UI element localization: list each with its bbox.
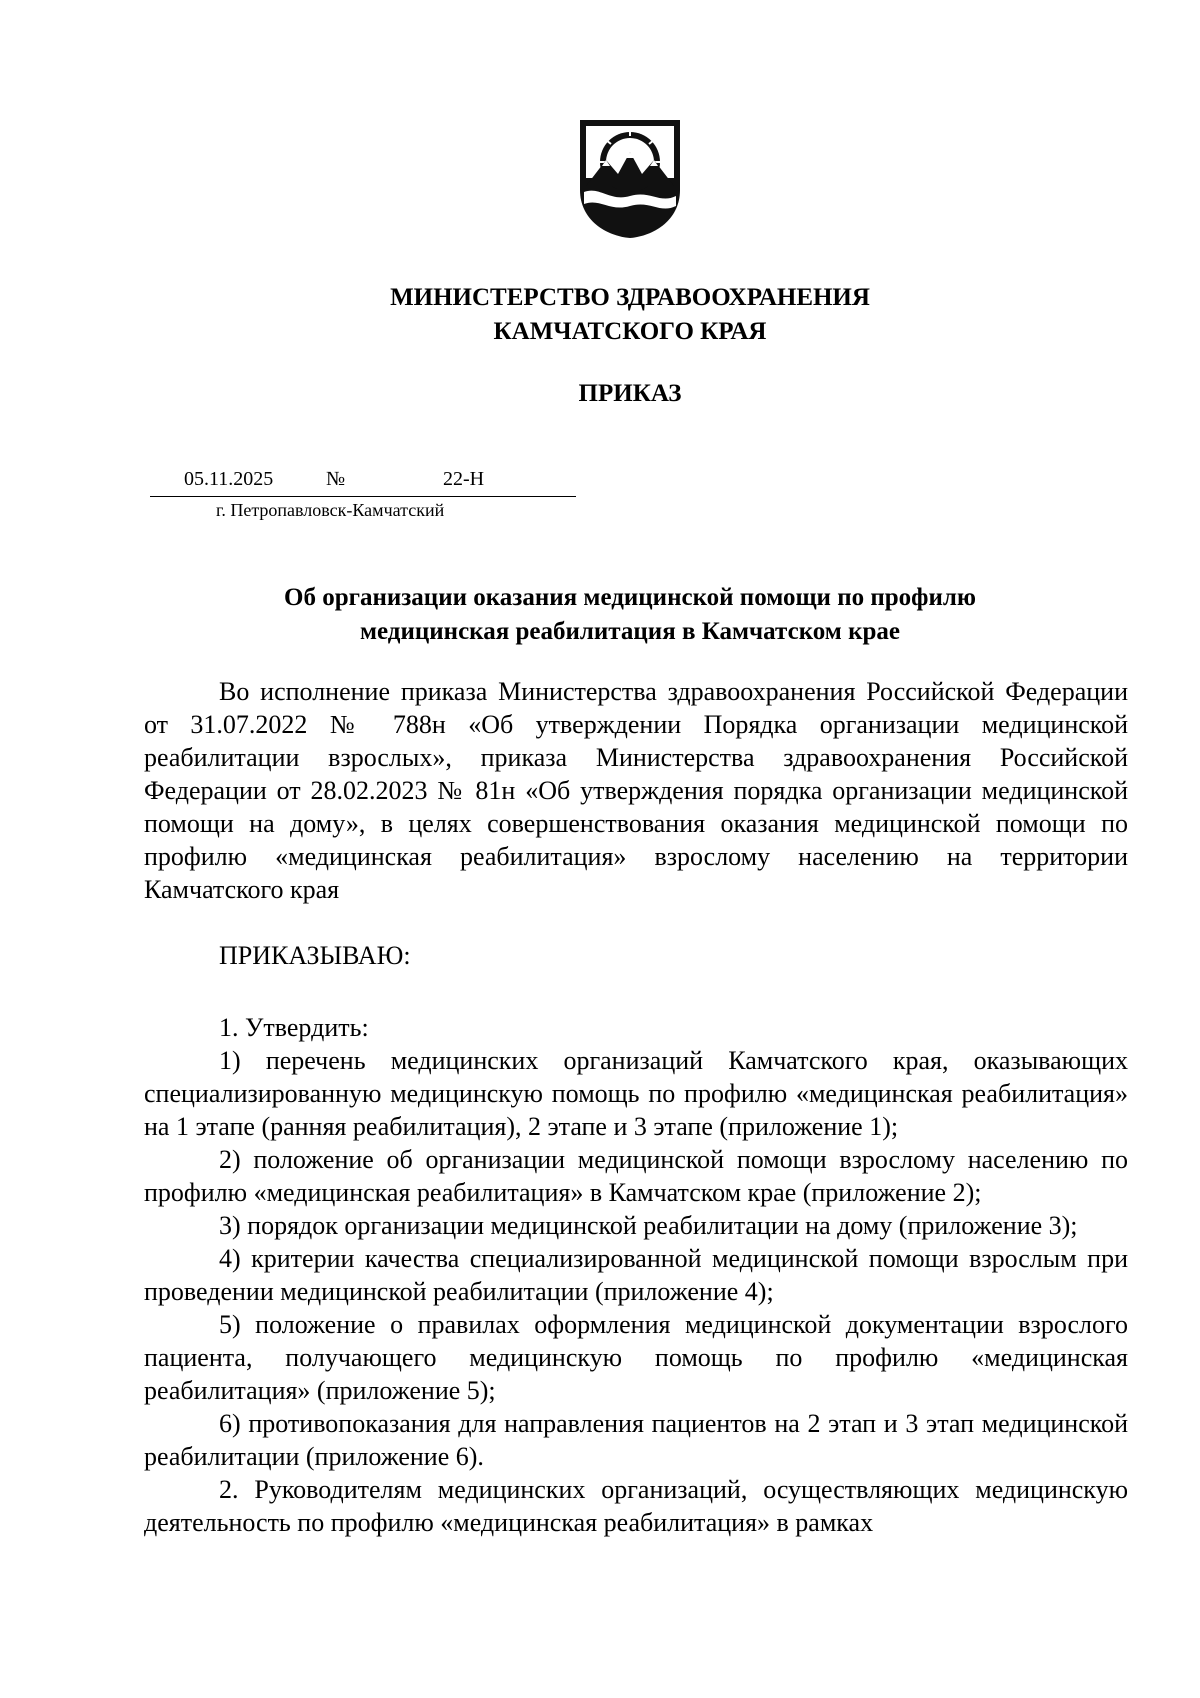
order-subject-line1: Об организации оказания медицинской помощи по профилю — [284, 584, 976, 611]
list-item: 4) критерии качества специализированной медицинской помощи взрослым при проведении медицинской реабилитации (приложение 4); — [144, 1244, 1128, 1306]
preamble-paragraph: Во исполнение приказа Министерства здравоохранения Российской Федерации от 31.07.2022 № 788н «Об утверждении Порядка организации медицинской реабилитации взрослых», приказа Министерства здравоохранения Российской Федерации от 28.02.2023 № 81н «Об утверждения порядка организации медицинской помощи на дому», в целях совершенствования оказания медицинской помощи по профилю «медицинская реабилитация» взрослому населению на территории Камчатского края — [144, 677, 1128, 904]
ministry-name-line1: МИНИСТЕРСТВО ЗДРАВООХРАНЕНИЯ — [390, 284, 870, 311]
preamble-block — [144, 675, 1128, 906]
order-subject-line2: медицинская реабилитация в Камчатском крае — [360, 618, 900, 645]
list-item: 2) положение об организации медицинской помощи взрослому населению по профилю «медицинская реабилитация» в Камчатском крае (приложение 2); — [144, 1145, 1128, 1207]
issue-place: г. Петропавловск-Камчатский — [216, 500, 445, 520]
order-number: 22-Н — [443, 468, 485, 490]
list-item: 5) положение о правилах оформления медицинской документации взрослого пациента, получающего медицинскую помощь по профилю «медицинская реабилитация» (приложение 5); — [144, 1310, 1128, 1405]
list-item: 1) перечень медицинских организаций Камчатского края, оказывающих специализированную медицинскую помощь по профилю «медицинская реабилитация» на 1 этапе (ранняя реабилитация), 2 этапе и 3 этапе (приложение 1); — [144, 1046, 1128, 1141]
directive-word: ПРИКАЗЫВАЮ: — [219, 941, 411, 970]
number-sign: № — [326, 468, 346, 490]
ministry-name-line2: КАМЧАТСКОГО КРАЯ — [493, 318, 767, 345]
document-type-title: ПРИКАЗ — [578, 380, 682, 407]
order-date-number-line — [150, 462, 576, 497]
order-date: 05.11.2025 — [184, 468, 274, 490]
order-items-list — [144, 1011, 1128, 1539]
coat-of-arms-emblem — [576, 116, 684, 240]
list-item: 2. Руководителям медицинских организаций, осуществляющих медицинскую деятельность по профилю «медицинская реабилитация» в рамках — [144, 1475, 1128, 1537]
list-item: 6) противопоказания для направления пациентов на 2 этап и 3 этап медицинской реабилитации (приложение 6). — [144, 1409, 1128, 1471]
list-item: 1. Утвердить: — [219, 1013, 369, 1042]
list-item: 3) порядок организации медицинской реабилитации на дому (приложение 3); — [219, 1211, 1078, 1240]
